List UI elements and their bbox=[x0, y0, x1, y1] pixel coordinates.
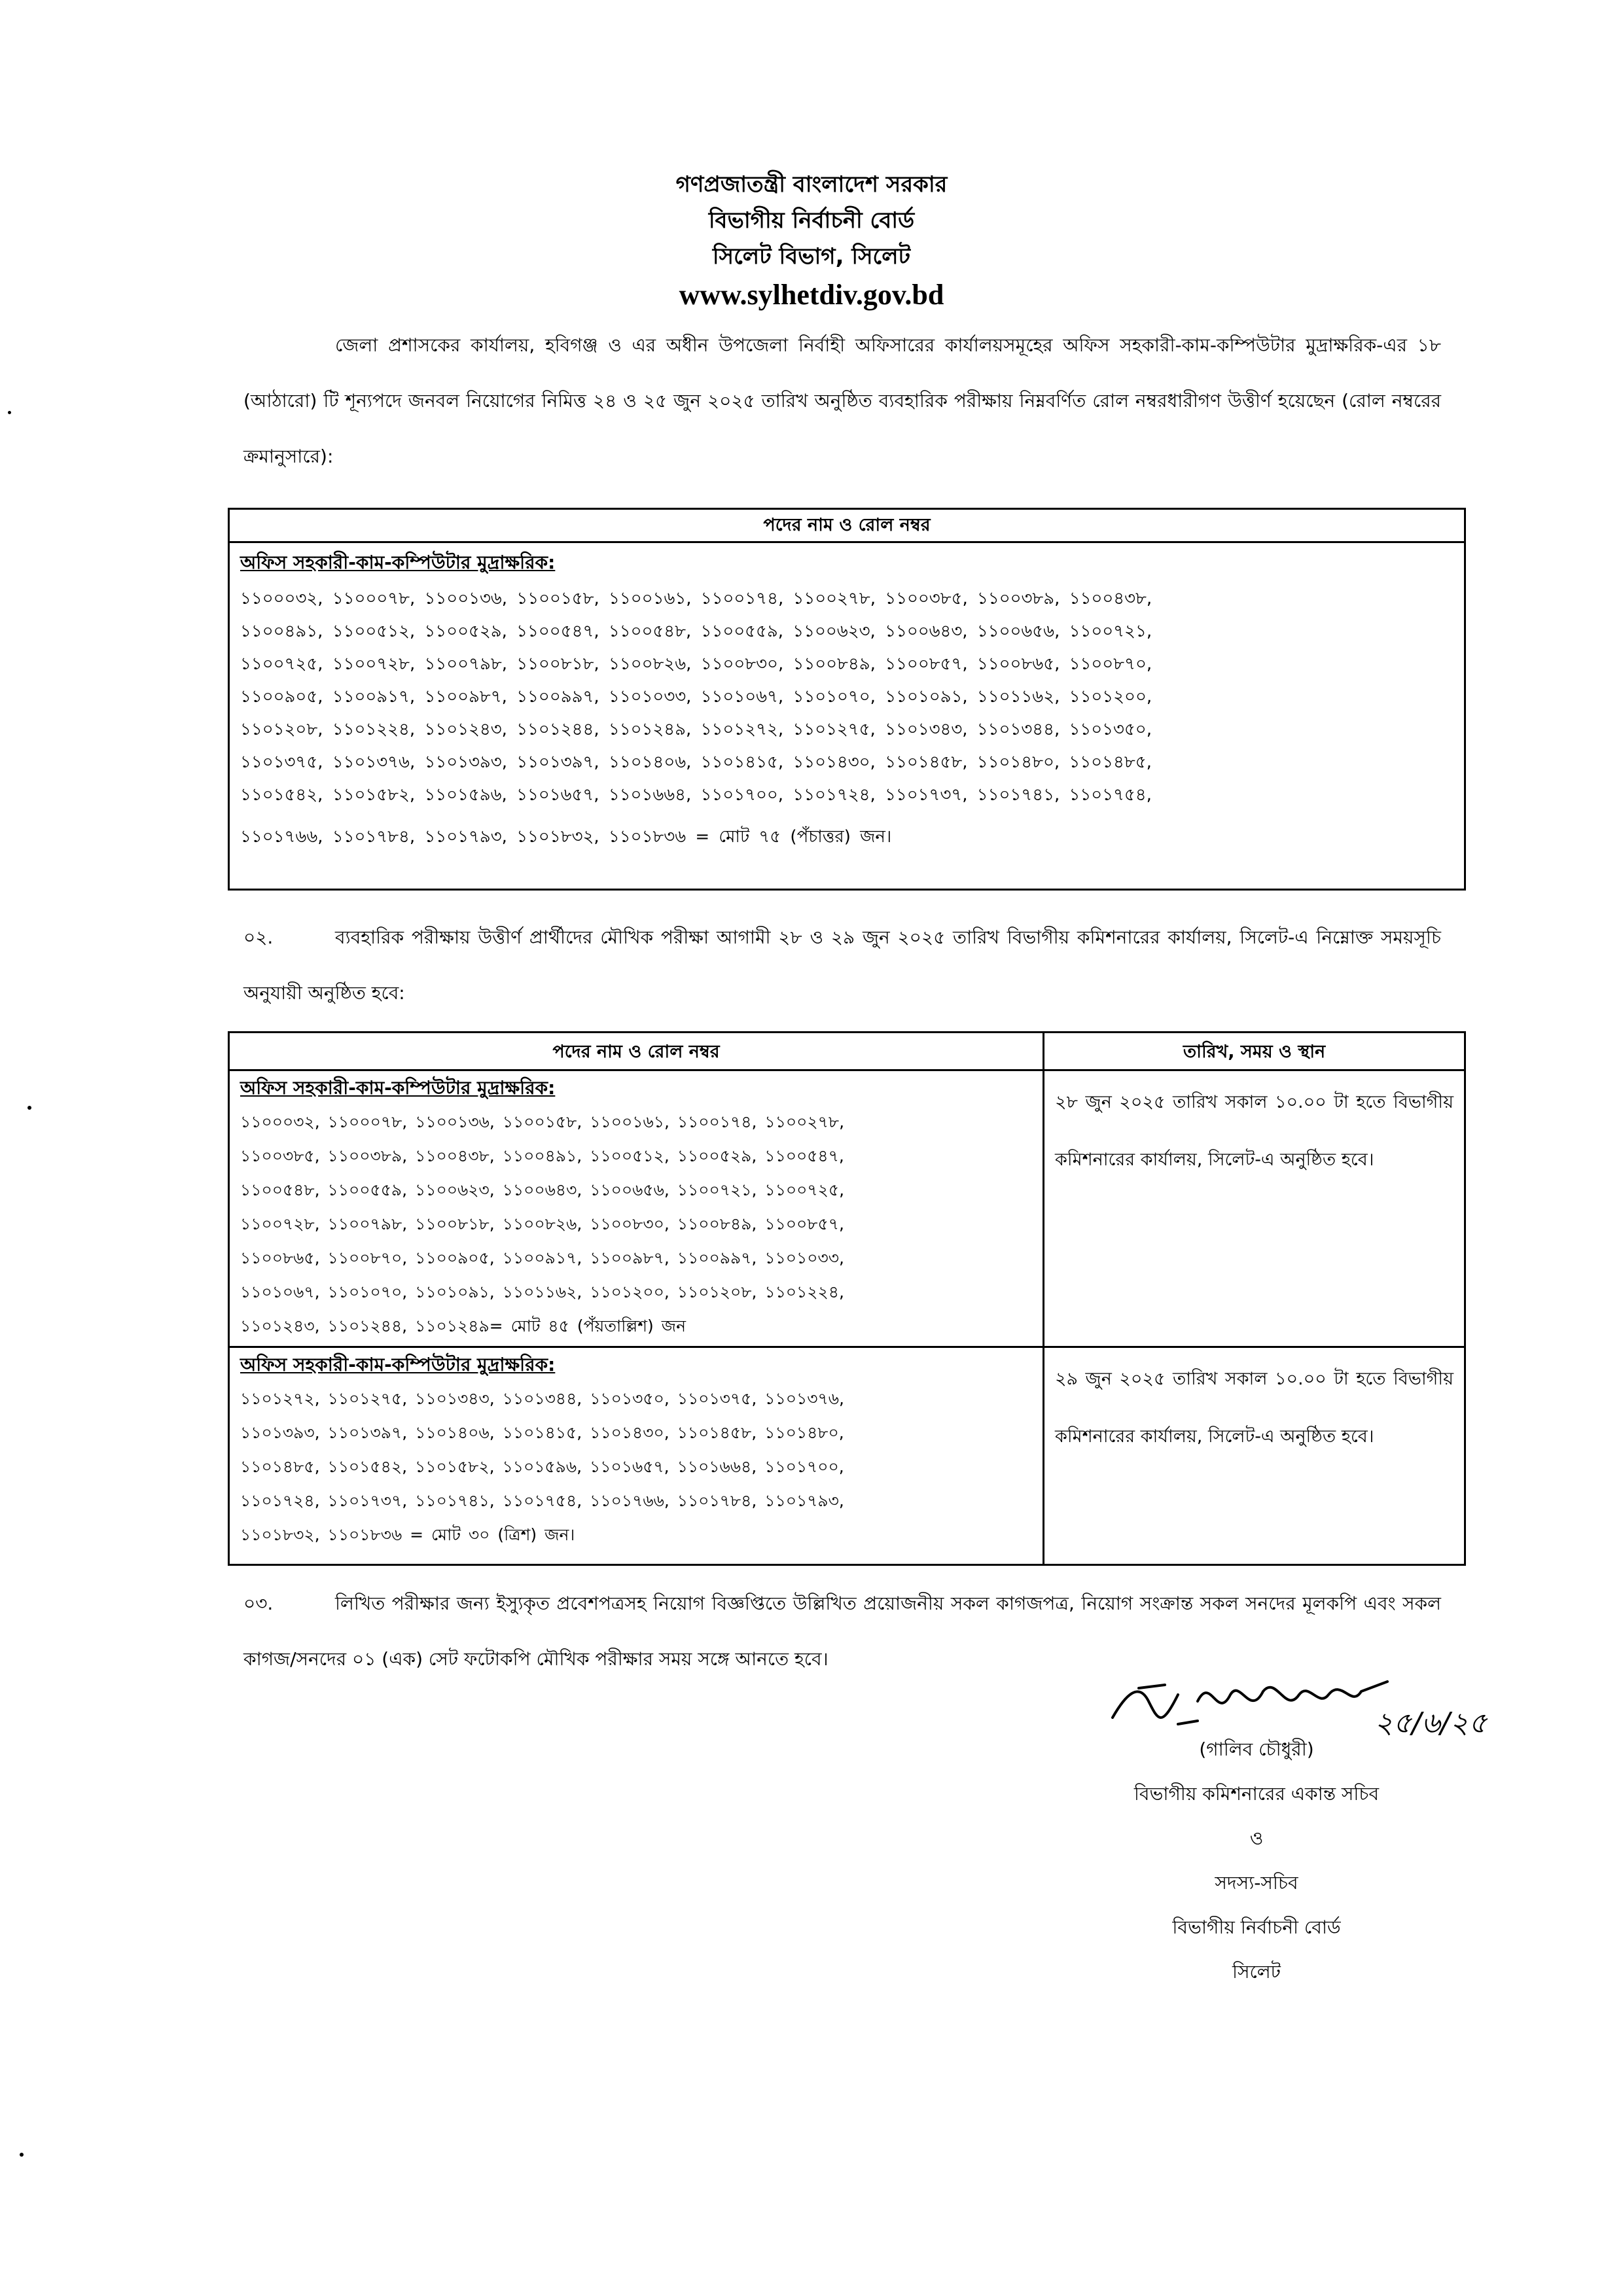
signatory-title: বিভাগীয় নির্বাচনী বোর্ড bbox=[1172, 1916, 1341, 1938]
group-1-rolls bbox=[230, 1071, 1044, 1346]
roll-row: ১১০১৩৯৩, ১১০১৩৯৭, ১১০১৪০৬, ১১০১৪১৫, ১১০১৪৩০, ১১০১৪৫৮, ১১০১৪৮০, bbox=[240, 1423, 844, 1442]
roll-row: ১১০১৩৭৫, ১১০১৩৭৬, ১১০১৩৯৩, ১১০১৩৯৭, ১১০১৪০৬, ১১০১৪১৫, ১১০১৪৩০, ১১০১৪৫৮, ১১০১৪৮০, ১১০১৪৮৫, bbox=[240, 752, 1152, 772]
signatory-name: (গালিব চৌধুরী) bbox=[1199, 1739, 1314, 1760]
signatory-title: সদস্য-সচিব bbox=[1215, 1872, 1298, 1894]
roll-row: ১১০১৭২৪, ১১০১৭৩৭, ১১০১৭৪১, ১১০১৭৫৪, ১১০১৭৬৬, ১১০১৭৮৪, ১১০১৭৯৩, bbox=[240, 1491, 844, 1510]
scan-speck bbox=[27, 1106, 31, 1110]
roll-row: ১১০১৫৪২, ১১০১৫৮২, ১১০১৫৯৬, ১১০১৬৫৭, ১১০১৬৬৪, ১১০১৭০০, ১১০১৭২৪, ১১০১৭৩৭, ১১০১৭৪১, ১১০১৭৫৪, bbox=[240, 785, 1152, 805]
scan-speck bbox=[8, 411, 11, 414]
roll-list bbox=[240, 1105, 1032, 1343]
signatory-title: বিভাগীয় কমিশনারের একান্ত সচিব bbox=[1133, 1783, 1380, 1805]
board-title: বিভাগীয় নির্বাচনী বোর্ড bbox=[708, 207, 915, 234]
paragraph-text: লিখিত পরীক্ষার জন্য ইস্যুকৃত প্রবেশপত্রসহ নিয়োগ বিজ্ঞপ্তিতে উল্লিখিত প্রয়োজনীয় সকল কাগজপত্র, নিয়োগ সংক্রান্ত সকল সনদের মূলকপি এবং সকল কাগজ/সনদের ০১ (এক) সেট ফটোকপি মৌখিক পরীক্ষার সময় সঙ্গে আনতে হবে। bbox=[243, 1593, 1441, 1670]
roll-row: ১১০০৯০৫, ১১০০৯১৭, ১১০০৯৮৭, ১১০০৯৯৭, ১১০১০৩৩, ১১০১০৬৭, ১১০১০৭০, ১১০১০৯১, ১১০১১৬২, ১১০১২০০, bbox=[240, 687, 1152, 707]
roll-row: ১১০১২৭২, ১১০১২৭৫, ১১০১৩৪৩, ১১০১৩৪৪, ১১০১৩৫০, ১১০১৩৭৫, ১১০১৩৭৬, bbox=[240, 1389, 844, 1408]
post-label: অফিস সহকারী-কাম-কম্পিউটার মুদ্রাক্ষরিক: bbox=[240, 552, 556, 573]
roll-row: ১১০১২৪৩, ১১০১২৪৪, ১১০১২৪৯= মোট ৪৫ (পঁয়তাল্লিশ) জন bbox=[240, 1316, 686, 1335]
table-header-left: পদের নাম ও রোল নম্বর bbox=[230, 1033, 1044, 1071]
intro-paragraph: জেলা প্রশাসকের কার্যালয়, হবিগঞ্জ ও এর অধীন উপজেলা নির্বাহী অফিসারের কার্যালয়সমূহের অফিস সহকারী-কাম-কম্পিউটার মুদ্রাক্ষরিক-এর ১৮ (আঠারো) টি শূন্যপদে জনবল নিয়োগের নিমিত্ত ২৪ ও ২৫ জুন ২০২৫ তারিখ অনুষ্ঠিত ব্যবহারিক পরীক্ষায় নিম্নবর্ণিত রোল নম্বরধারীগণ উত্তীর্ণ হয়েছেন (রোল নম্বরের ক্রমানুসারে): bbox=[243, 334, 1441, 467]
roll-row: ১১০১২০৮, ১১০১২২৪, ১১০১২৪৩, ১১০১২৪৪, ১১০১২৪৯, ১১০১২৭২, ১১০১২৭৫, ১১০১৩৪৩, ১১০১৩৪৪, ১১০১৩৫০, bbox=[240, 720, 1152, 739]
roll-row: ১১০১৭৬৬, ১১০১৭৮৪, ১১০১৭৯৩, ১১০১৮৩২, ১১০১৮৩৬ = মোট ৭৫ (পঁচাত্তর) জন। bbox=[240, 827, 892, 847]
roll-list bbox=[240, 582, 1454, 862]
table-header-right: তারিখ, সময় ও স্থান bbox=[1044, 1033, 1464, 1071]
roll-row: ১১০০৩৮৫, ১১০০৩৮৯, ১১০০৪৩৮, ১১০০৪৯১, ১১০০৫১২, ১১০০৫২৯, ১১০০৫৪৭, bbox=[240, 1146, 844, 1165]
signatory-conjunction: ও bbox=[1249, 1828, 1264, 1849]
government-title: গণপ্রজাতন্ত্রী বাংলাদেশ সরকার bbox=[675, 171, 948, 198]
division-title: সিলেট বিভাগ, সিলেট bbox=[712, 243, 911, 270]
paragraph-text: ব্যবহারিক পরীক্ষায় উত্তীর্ণ প্রার্থীদের মৌখিক পরীক্ষা আগামী ২৮ ও ২৯ জুন ২০২৫ তারিখ বিভাগীয় কমিশনারের কার্যালয়, সিলেট-এ নিম্নোক্ত সময়সূচি অনুযায়ী অনুষ্ঠিত হবে: bbox=[243, 927, 1441, 1004]
signature-date: ২৫/৬/২৫ bbox=[1374, 1706, 1488, 1740]
paragraph-02 bbox=[243, 910, 1441, 1021]
roll-row: ১১০১০৬৭, ১১০১০৭০, ১১০১০৯১, ১১০১১৬২, ১১০১২০০, ১১০১২০৮, ১১০১২২৪, bbox=[240, 1282, 844, 1301]
paragraph-number: ০২. bbox=[243, 927, 274, 948]
table-header: পদের নাম ও রোল নম্বর bbox=[230, 510, 1464, 543]
roll-row: ১১০১৮৩২, ১১০১৮৩৬ = মোট ৩০ (ত্রিশ) জন। bbox=[240, 1525, 575, 1544]
viva-schedule-table bbox=[228, 1031, 1466, 1566]
roll-row: ১১০০৮৬৫, ১১০০৮৭০, ১১০০৯০৫, ১১০০৯১৭, ১১০০৯৮৭, ১১০০৯৯৭, ১১০১০৩৩, bbox=[240, 1248, 844, 1267]
signature-block bbox=[1021, 1727, 1492, 1994]
roll-row: ১১০০৭২৫, ১১০০৭২৮, ১১০০৭৯৮, ১১০০৮১৮, ১১০০৮২৬, ১১০০৮৩০, ১১০০৮৪৯, ১১০০৮৫৭, ১১০০৮৬৫, ১১০০৮৭০, bbox=[240, 654, 1152, 674]
roll-row: ১১০০০৩২, ১১০০০৭৮, ১১০০১৩৬, ১১০০১৫৮, ১১০০১৬১, ১১০০১৭৪, ১১০০২৭৮, bbox=[240, 1112, 845, 1131]
signatory-title: সিলেট bbox=[1232, 1961, 1281, 1983]
passed-candidates-table bbox=[228, 508, 1466, 891]
letterhead bbox=[0, 167, 1623, 315]
roll-row: ১১০০৭২৮, ১১০০৭৯৮, ১১০০৮১৮, ১১০০৮২৬, ১১০০৮৩০, ১১০০৮৪৯, ১১০০৮৫৭, bbox=[240, 1214, 844, 1233]
roll-row: ১১০১৪৮৫, ১১০১৫৪২, ১১০১৫৮২, ১১০১৫৯৬, ১১০১৬৫৭, ১১০১৬৬৪, ১১০১৭০০, bbox=[240, 1457, 844, 1476]
post-label: অফিস সহকারী-কাম-কম্পিউটার মুদ্রাক্ষরিক: bbox=[240, 1077, 556, 1099]
post-label: অফিস সহকারী-কাম-কম্পিউটার মুদ্রাক্ষরিক: bbox=[240, 1354, 556, 1375]
group-2-schedule: ২৯ জুন ২০২৫ তারিখ সকাল ১০.০০ টা হতে বিভাগীয় কমিশনারের কার্যালয়, সিলেট-এ অনুষ্ঠিত হবে। bbox=[1044, 1346, 1464, 1564]
group-2-rolls bbox=[230, 1346, 1044, 1564]
roll-row: ১১০০৫৪৮, ১১০০৫৫৯, ১১০০৬২৩, ১১০০৬৪৩, ১১০০৬৫৬, ১১০০৭২১, ১১০০৭২৫, bbox=[240, 1180, 845, 1199]
scan-speck bbox=[20, 2153, 24, 2157]
paragraph-number: ০৩. bbox=[243, 1593, 274, 1614]
roll-row: ১১০০০৩২, ১১০০০৭৮, ১১০০১৩৬, ১১০০১৫৮, ১১০০১৬১, ১১০০১৭৪, ১১০০২৭৮, ১১০০৩৮৫, ১১০০৩৮৯, ১১০০৪৩৮, bbox=[240, 589, 1152, 609]
roll-list bbox=[240, 1382, 1032, 1552]
table-body bbox=[230, 543, 1464, 862]
roll-row: ১১০০৪৯১, ১১০০৫১২, ১১০০৫২৯, ১১০০৫৪৭, ১১০০৫৪৮, ১১০০৫৫৯, ১১০০৬২৩, ১১০০৬৪৩, ১১০০৬৫৬, ১১০০৭২১, bbox=[240, 622, 1152, 641]
group-1-schedule: ২৮ জুন ২০২৫ তারিখ সকাল ১০.০০ টা হতে বিভাগীয় কমিশনারের কার্যালয়, সিলেট-এ অনুষ্ঠিত হবে। bbox=[1055, 1092, 1454, 1170]
website-link[interactable]: www.sylhetdiv.gov.bd bbox=[679, 279, 944, 311]
